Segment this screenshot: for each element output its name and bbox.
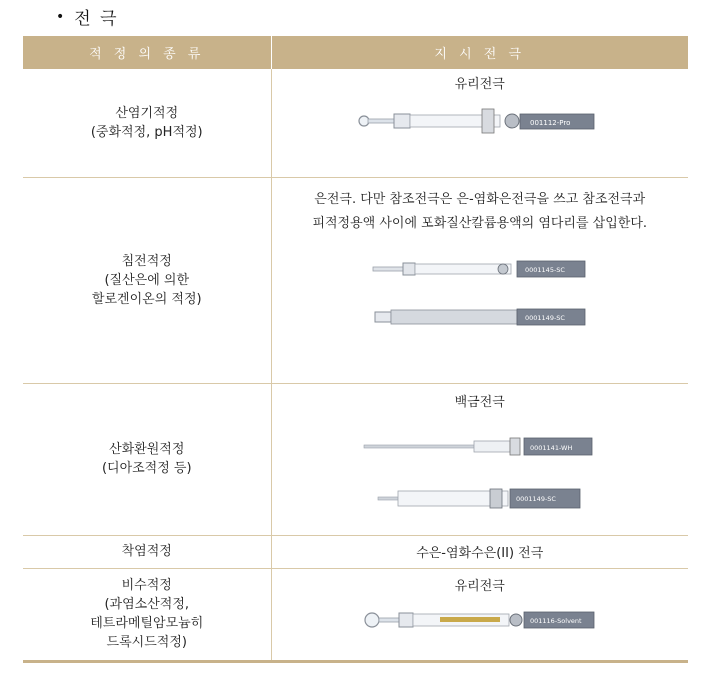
titration-type-detail: (중화적정, pH적정) xyxy=(90,124,203,140)
titration-type-name: 산화환원적정 xyxy=(109,442,185,457)
header-indicator-electrode: 지 시 전 극 xyxy=(271,36,688,69)
platinum-reference-electrode-image xyxy=(370,480,590,516)
titration-type-cell xyxy=(23,383,271,535)
table-row xyxy=(23,383,688,535)
titration-type-detail: 테트라메틸암모늄히 xyxy=(90,616,204,631)
glass-electrode-image xyxy=(350,100,610,140)
titration-type-cell xyxy=(23,177,271,383)
table-header-row xyxy=(23,36,688,69)
titration-type-detail: 할로겐이온의 적정) xyxy=(91,291,202,307)
section-title: 전 극 xyxy=(74,9,119,29)
electrode-cell xyxy=(271,69,688,177)
electrode-cell xyxy=(271,535,688,568)
electrode-note xyxy=(272,188,689,236)
bullet-icon: • xyxy=(56,8,67,25)
reference-electrode-image xyxy=(365,300,595,334)
titration-type-cell xyxy=(23,69,271,177)
electrode-name: 유리전극 xyxy=(454,77,505,92)
titration-type-name: 착염적정 xyxy=(121,544,172,559)
electrode-label: 0001149-SC xyxy=(524,313,565,322)
electrode-label: 0001149-SC xyxy=(515,494,556,503)
section-heading xyxy=(56,4,119,29)
electrode-name: 백금전극 xyxy=(454,394,505,410)
table-row xyxy=(23,69,688,177)
electrode-label: 001116-Solvent xyxy=(529,616,582,625)
indicator-electrode-table xyxy=(23,36,688,663)
titration-type-detail: (과염소산적정, xyxy=(104,597,190,612)
electrode-label: 0001141-WH xyxy=(529,443,573,452)
titration-type-detail: (디아조적정 등) xyxy=(101,461,192,476)
titration-type-detail: 드록시드적정) xyxy=(106,635,187,650)
table-row xyxy=(23,568,688,661)
nonaqueous-glass-electrode-image xyxy=(360,600,600,640)
electrode-cell xyxy=(271,383,688,535)
electrode-note-line: 피적정용액 사이에 포화질산칼륨용액의 염다리를 삽입한다. xyxy=(312,215,648,231)
platinum-electrode-image xyxy=(360,430,600,462)
electrode-cell xyxy=(271,568,688,661)
titration-type-name: 침전적정 xyxy=(121,253,172,269)
titration-type-cell xyxy=(23,535,271,568)
titration-type-name: 비수적정 xyxy=(121,578,172,593)
titration-type-detail: (질산은에 의한 xyxy=(104,272,190,288)
electrode-note-line: 은전극. 다만 참조전극은 은-염화은전극을 쓰고 참조전극과 xyxy=(314,191,646,207)
electrode-cell xyxy=(271,177,688,383)
table-row xyxy=(23,177,688,383)
header-titration-type: 적 정 의 종 류 xyxy=(23,36,271,69)
titration-type-cell xyxy=(23,568,271,661)
electrode-name: 수은-염화수은(II) 전극 xyxy=(416,546,544,561)
table-row xyxy=(23,535,688,568)
electrode-label: 001112-Pro xyxy=(529,119,571,127)
titration-type-name: 산염기적정 xyxy=(115,105,179,121)
silver-electrode-image xyxy=(365,252,595,286)
electrode-label: 0001145-SC xyxy=(524,265,565,274)
electrode-name: 유리전극 xyxy=(454,578,505,594)
